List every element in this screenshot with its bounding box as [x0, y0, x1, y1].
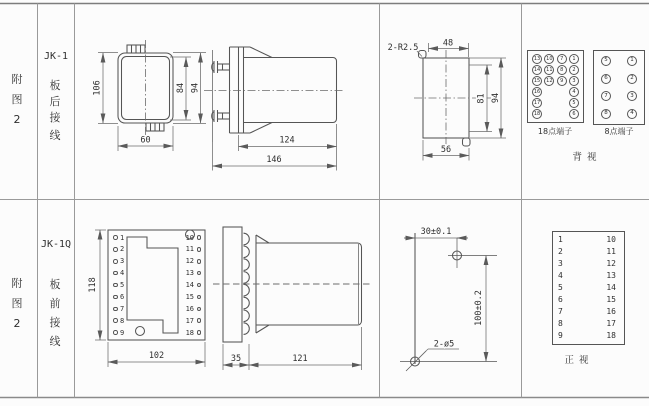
terminal-circle-5: 5	[569, 98, 579, 108]
pin-hole-icon	[197, 235, 202, 240]
terminal-map-number-17: 17	[606, 319, 616, 328]
terminal-map-row	[553, 332, 624, 340]
dim-146: 146	[266, 155, 282, 165]
dim-30: 30±0.1	[420, 227, 452, 237]
terminal-circle-2: 2	[627, 74, 637, 84]
jk1-side-view-drawing	[204, 47, 345, 142]
terminal-circle-15: 15	[532, 76, 542, 86]
pin-hole-icon	[197, 259, 202, 264]
figure-label-char: 附	[11, 277, 23, 290]
pin-hole-icon	[113, 235, 118, 240]
wiring-label-char: 后	[49, 95, 61, 108]
wiring-label-char: 线	[49, 129, 61, 142]
terminal-circle-8: 8	[601, 109, 611, 119]
terminal-map-row	[553, 320, 624, 328]
terminal-circle-8: 8	[557, 65, 567, 75]
dim-102: 102	[148, 351, 165, 361]
dim-84: 84	[176, 82, 186, 94]
dim-94-cutout: 94	[491, 92, 501, 104]
pin-hole-icon	[197, 271, 202, 276]
pin-row-11	[179, 245, 201, 254]
pin-hole-icon	[113, 307, 118, 312]
label-corner-radius: 2-R2.5	[387, 43, 419, 53]
pin-number: 10	[185, 233, 194, 242]
pin-number: 4	[120, 269, 125, 278]
terminal-circle-14: 14	[532, 65, 542, 75]
pin-number: 1	[120, 233, 125, 242]
pin-row-5	[113, 281, 124, 290]
mounting-holes-dimensions	[404, 227, 486, 362]
terminal-empty	[557, 109, 567, 119]
terminal-block-8pt	[593, 50, 645, 125]
dim-60: 60	[140, 135, 151, 146]
pin-row-6	[113, 292, 124, 301]
pin-hole-icon	[113, 295, 118, 300]
wiring-label-char: 前	[49, 297, 61, 310]
dim-81: 81	[476, 93, 487, 104]
pin-hole-icon	[113, 271, 118, 276]
terminal-circle-12: 12	[544, 76, 554, 86]
terminal-circle-7: 7	[557, 54, 567, 64]
terminal-map-row	[553, 236, 624, 244]
pin-hole-icon	[197, 307, 202, 312]
terminal-empty	[544, 87, 554, 97]
dim-94-front: 94	[190, 82, 201, 94]
pin-number: 9	[120, 328, 125, 337]
wiring-label-char: 线	[49, 335, 61, 348]
terminal-circle-5: 5	[601, 56, 611, 66]
terminal-empty	[544, 109, 554, 119]
pin-hole-icon	[197, 247, 202, 252]
terminal-map-number-7: 7	[558, 307, 563, 316]
terminal-empty	[544, 98, 554, 108]
pin-row-14	[179, 281, 201, 290]
terminal-circle-4: 4	[569, 87, 579, 97]
pin-hole-icon	[113, 259, 118, 264]
terminal-18-caption: 18点端子	[537, 127, 573, 136]
jk1q-side-view-drawing	[213, 227, 371, 342]
terminal-circle-1: 1	[627, 56, 637, 66]
terminal-circle-2: 2	[569, 65, 579, 75]
wiring-label-char: 接	[49, 316, 61, 329]
pin-number: 17	[185, 316, 194, 325]
pin-row-1	[113, 233, 124, 242]
pin-number: 18	[185, 328, 194, 337]
terminal-circle-10: 10	[544, 54, 554, 64]
pin-row-7	[113, 304, 124, 313]
jk1-front-view-drawing	[118, 40, 173, 141]
pin-row-4	[113, 269, 124, 278]
pin-hole-icon	[197, 283, 202, 288]
model-label-jk1: JK-1	[43, 51, 69, 62]
mounting-screw-bottom	[212, 110, 230, 122]
terminal-map-number-4: 4	[558, 271, 563, 280]
pin-number: 11	[185, 245, 194, 254]
pin-number: 14	[185, 281, 194, 289]
wiring-label-char: 板	[49, 278, 61, 291]
dim-35: 35	[230, 354, 242, 364]
terminal-map-row	[553, 260, 624, 268]
terminal-circle-1: 1	[569, 54, 579, 64]
pin-row-15	[179, 292, 201, 301]
dim-118: 118	[88, 277, 98, 293]
model-label-jk1q: JK-1Q	[40, 239, 72, 250]
dim-56: 56	[440, 145, 452, 155]
jk1-side-view-dimensions	[213, 124, 337, 171]
pin-number: 6	[120, 292, 125, 301]
jk1q-left-pin-column	[113, 233, 124, 337]
terminal-map-number-1: 1	[558, 235, 563, 244]
terminal-map-row	[553, 284, 624, 292]
pin-number: 7	[120, 304, 125, 313]
pin-row-17	[179, 316, 201, 325]
pin-row-12	[179, 257, 201, 266]
mounting-screw-top	[212, 61, 230, 73]
terminal-map-number-13: 13	[606, 271, 616, 280]
terminal-circle-17: 17	[532, 98, 542, 108]
terminal-map-row	[553, 272, 624, 280]
pin-hole-icon	[197, 295, 202, 300]
figure-label-char: 图	[11, 297, 23, 310]
terminal-empty	[557, 98, 567, 108]
jk1q-side-view-dimensions	[223, 327, 362, 370]
dim-106: 106	[92, 80, 103, 96]
pin-hole-icon	[113, 318, 118, 323]
pin-hole-icon	[197, 330, 202, 335]
terminal-map-number-10: 10	[606, 235, 616, 244]
pin-hole-icon	[113, 247, 118, 252]
terminal-map-number-9: 9	[558, 331, 563, 340]
terminal-empty	[557, 87, 567, 97]
terminal-map-number-12: 12	[606, 259, 616, 268]
figure-label-char: 附	[11, 73, 23, 86]
rear-view-caption: 背 视	[572, 152, 598, 163]
terminal-map-number-6: 6	[558, 295, 563, 304]
terminal-circle-6: 6	[601, 74, 611, 84]
dim-100: 100±0.2	[474, 290, 484, 326]
terminal-circle-11: 11	[544, 65, 554, 75]
pin-row-9	[113, 328, 124, 337]
wiring-label-char: 接	[49, 111, 61, 124]
terminal-circle-9: 9	[557, 76, 567, 86]
terminal-map-number-3: 3	[558, 259, 563, 268]
pin-hole-icon	[197, 318, 202, 323]
terminal-map-number-5: 5	[558, 283, 563, 292]
pin-number: 8	[120, 316, 125, 325]
pin-number: 12	[185, 257, 194, 266]
pin-number: 13	[185, 269, 194, 278]
terminal-block-18pt	[527, 50, 584, 123]
jk1-front-view-dimensions	[93, 53, 207, 152]
figure-label-char: 2	[13, 113, 21, 126]
terminal-circle-18: 18	[532, 109, 542, 119]
pin-hole-icon	[113, 283, 118, 288]
terminal-map-number-11: 11	[606, 247, 616, 256]
terminal-map-row	[553, 296, 624, 304]
pin-number: 5	[120, 281, 125, 289]
pin-row-8	[113, 316, 124, 325]
front-view-caption: 正 视	[564, 355, 590, 366]
terminal-map-number-15: 15	[606, 295, 616, 304]
pin-number: 15	[185, 292, 194, 301]
terminal-map-number-14: 14	[606, 283, 616, 292]
pin-number: 3	[120, 257, 125, 266]
jk1-cutout-dimensions	[388, 39, 506, 161]
terminal-map-number-16: 16	[606, 307, 616, 316]
pin-row-2	[113, 245, 124, 254]
wiring-label-char: 板	[49, 79, 61, 92]
dim-121: 121	[292, 354, 308, 364]
pin-row-3	[113, 257, 124, 266]
dim-48: 48	[442, 38, 454, 49]
figure-label-char: 2	[13, 317, 21, 330]
terminal-map-box	[552, 231, 625, 345]
terminal-map-number-2: 2	[558, 247, 563, 256]
pin-row-16	[179, 304, 201, 313]
terminal-map-row	[553, 248, 624, 256]
pin-number: 16	[185, 304, 194, 313]
terminal-circle-3: 3	[627, 91, 637, 101]
pin-row-10	[179, 233, 201, 242]
label-hole-size: 2-ø5	[433, 339, 455, 350]
terminal-map-number-8: 8	[558, 319, 563, 328]
terminal-circle-16: 16	[532, 87, 542, 97]
pin-number: 2	[120, 245, 125, 254]
terminal-circle-4: 4	[627, 109, 637, 119]
terminal-circle-6: 6	[569, 109, 579, 119]
figure-label-char: 图	[11, 93, 23, 106]
pin-row-13	[179, 269, 201, 278]
dim-124: 124	[279, 135, 295, 146]
terminal-map-row	[553, 308, 624, 316]
terminal-map-number-18: 18	[606, 331, 616, 340]
terminal-circle-3: 3	[569, 76, 579, 86]
pin-row-18	[179, 328, 201, 337]
pin-hole-icon	[113, 330, 118, 335]
jk1q-right-pin-column	[179, 233, 201, 337]
terminal-circle-7: 7	[601, 91, 611, 101]
terminal-8-caption: 8点端子	[604, 127, 634, 136]
terminal-circle-13: 13	[532, 54, 542, 64]
